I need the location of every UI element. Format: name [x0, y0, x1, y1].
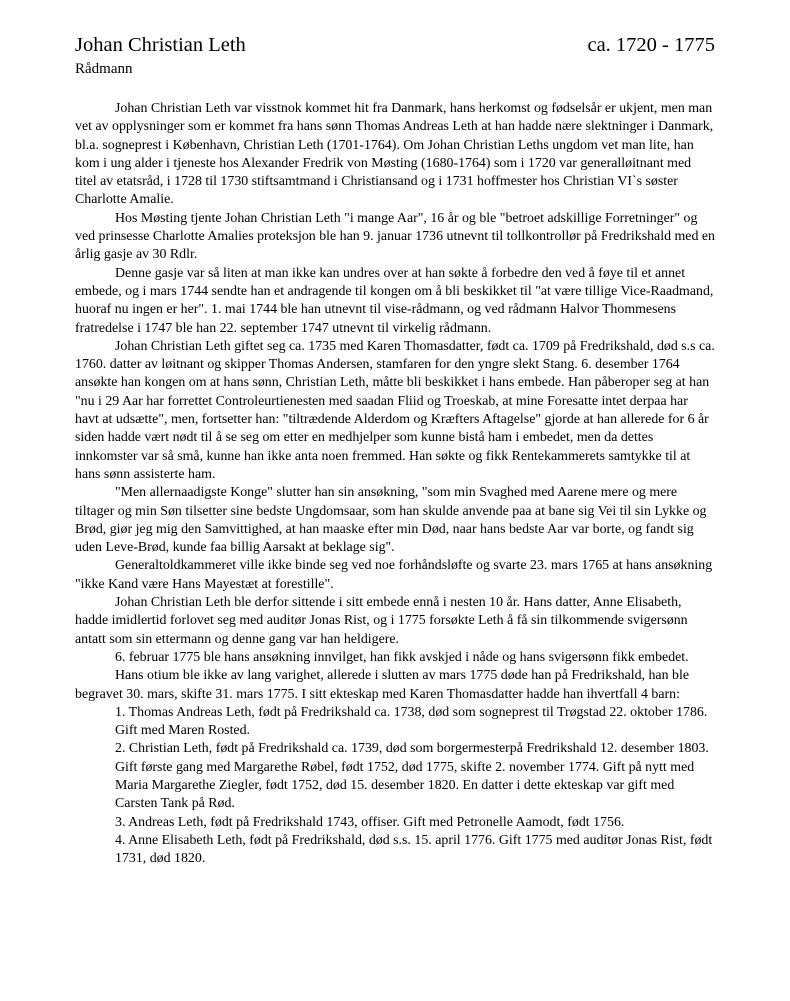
- paragraph: Denne gasje var så liten at man ikke kan undres over at han søkte å forbedre den ved å føye til et annet embede, og i mars 1744 sendte han et andragende til kongen om å bli beskikket til "at være tillige Vice-Raadmand, huoraf nu ingen er her". 1. mai 1744 ble han utnevnt til vise-rådmann, og ved rådmann Halvor Thommesens fratredelse i 1747 ble han 22. september 1747 utnevnt til virkelig rådmann.: [75, 265, 714, 336]
- paragraph: Johan Christian Leth giftet seg ca. 1735 med Karen Thomasdatter, født ca. 1709 på Fredrikshald, død s.s ca. 1760. datter av løitnant og skipper Thomas Andersen, stamfaren for den yngre slekt Stang. 6. desember 1764 ansøkte han kongen om at hans sønn, Christian Leth, måtte bli beskikket i hans embede. Han påberoper seg at han "nu i 29 Aar har forrettet Controleurtienesten med saadan Fliid og Troeskab, at mine Foresatte intet derpaa har havt at udsætte", men, fortsetter han: "tiltrædende Alderdom og Kræfters Aftagelse" gjorde at han allerede for 6 år siden hadde vært nødt til å se seg om etter en medhjelper som kunne bistå ham i embedet, men da dettes innkomster var så små, kunne han ikke anta noen fremmed. Han søkte og fikk Rentekammerets samtykke til at hans sønn assisterte ham.: [75, 338, 715, 482]
- life-dates: ca. 1720 - 1775: [587, 34, 715, 56]
- child-entry: 4. Anne Elisabeth Leth, født på Fredrikshald, død s.s. 15. april 1776. Gift 1775 med auditør Jonas Rist, født 1731, død 1820.: [115, 832, 713, 867]
- paragraph: Hans otium ble ikke av lang varighet, allerede i slutten av mars 1775 døde han på Fredrikshald, han ble begravet 30. mars, skifte 31. mars 1775. I sitt ekteskap med Karen Thomasdatter hadde han ihvertfall 4 barn:: [75, 668, 689, 702]
- child-entry: 1. Thomas Andreas Leth, født på Fredrikshald ca. 1738, død som sogneprest til Trøgstad 22. oktober 1786. Gift med Maren Rosted.: [115, 704, 708, 739]
- child-entry: 3. Andreas Leth, født på Fredrikshald 1743, offiser. Gift med Petronelle Aamodt, født 1756.: [115, 814, 625, 830]
- header: [75, 32, 715, 58]
- paragraph: Hos Møsting tjente Johan Christian Leth "i mange Aar", 16 år og ble "betroet adskillige Forretninger" og ved prinsesse Charlotte Amalies proteksjon ble han 9. januar 1736 utnevnt til tollkontrollør på Fredrikshald med en årlig gasje av 30 Rdlr.: [75, 210, 715, 263]
- person-role: Rådmann: [75, 61, 133, 77]
- paragraph: 6. februar 1775 ble hans ansøkning innvilget, han fikk avskjed i nåde og hans svigersønn fikk embedet.: [115, 649, 689, 665]
- paragraph: "Men allernaadigste Konge" slutter han sin ansøkning, "som min Svaghed med Aarene mere og mere tiltager og min Søn tilsetter sine bedste Ungdomsaar, som han skulde anvende paa at bane sig Vei til sin Lykke og Brød, giør jeg mig den Samvittighed, at han maaske efter min Død, naar hans bedste Aar var borte, og fandt sig uden Leve-Brød, kunde faa billig Aarsakt at beklage sig".: [75, 485, 707, 556]
- paragraph: Johan Christian Leth var visstnok kommet hit fra Danmark, hans herkomst og fødselsår er ukjent, men man vet av opplysninger som er kommet fra hans sønn Thomas Andreas Leth at han hadde nære slektninger i Danmark, bl.a. sogneprest i København, Christian Leth (1701-1764). Om Johan Christian Leths ungdom vet man lite, han kom i ung alder i tjeneste hos Alexander Fredrik von Møsting (1680-1764) som i 1720 var generalløitnant med titel av etatsråd, i 1728 til 1730 stiftsamtmand i Christiansand og i 1731 hoffmester hos Christian VI`s søster Charlotte Amalie.: [75, 101, 714, 208]
- children-list: [75, 704, 715, 869]
- person-name: Johan Christian Leth: [75, 34, 246, 56]
- biography-body: [75, 100, 715, 868]
- document-page: [75, 32, 715, 868]
- child-entry: 2. Christian Leth, født på Fredrikshald ca. 1739, død som borgermesterpå Fredrikshald 12. desember 1803. Gift første gang med Margarethe Røbel, født 1752, død 1775, skifte 2. november 1774. Gift på nytt med Maria Margarethe Ziegler, født 1752, død 15. desember 1820. En datter i dette ekteskap var gift med Carsten Tank på Rød.: [115, 741, 709, 812]
- paragraph: Generaltoldkammeret ville ikke binde seg ved noe forhåndsløfte og svarte 23. mars 1765 at hans ansøkning "ikke Kand være Hans Mayestæt at forestille".: [75, 558, 713, 592]
- paragraph: Johan Christian Leth ble derfor sittende i sitt embede ennå i nesten 10 år. Hans datter, Anne Elisabeth, hadde imidlertid forlovet seg med auditør Jonas Rist, og i 1775 forsøkte Leth å få sin tilkommende svigersønn antatt som sin ettermann og denne gang var han heldigere.: [75, 595, 688, 647]
